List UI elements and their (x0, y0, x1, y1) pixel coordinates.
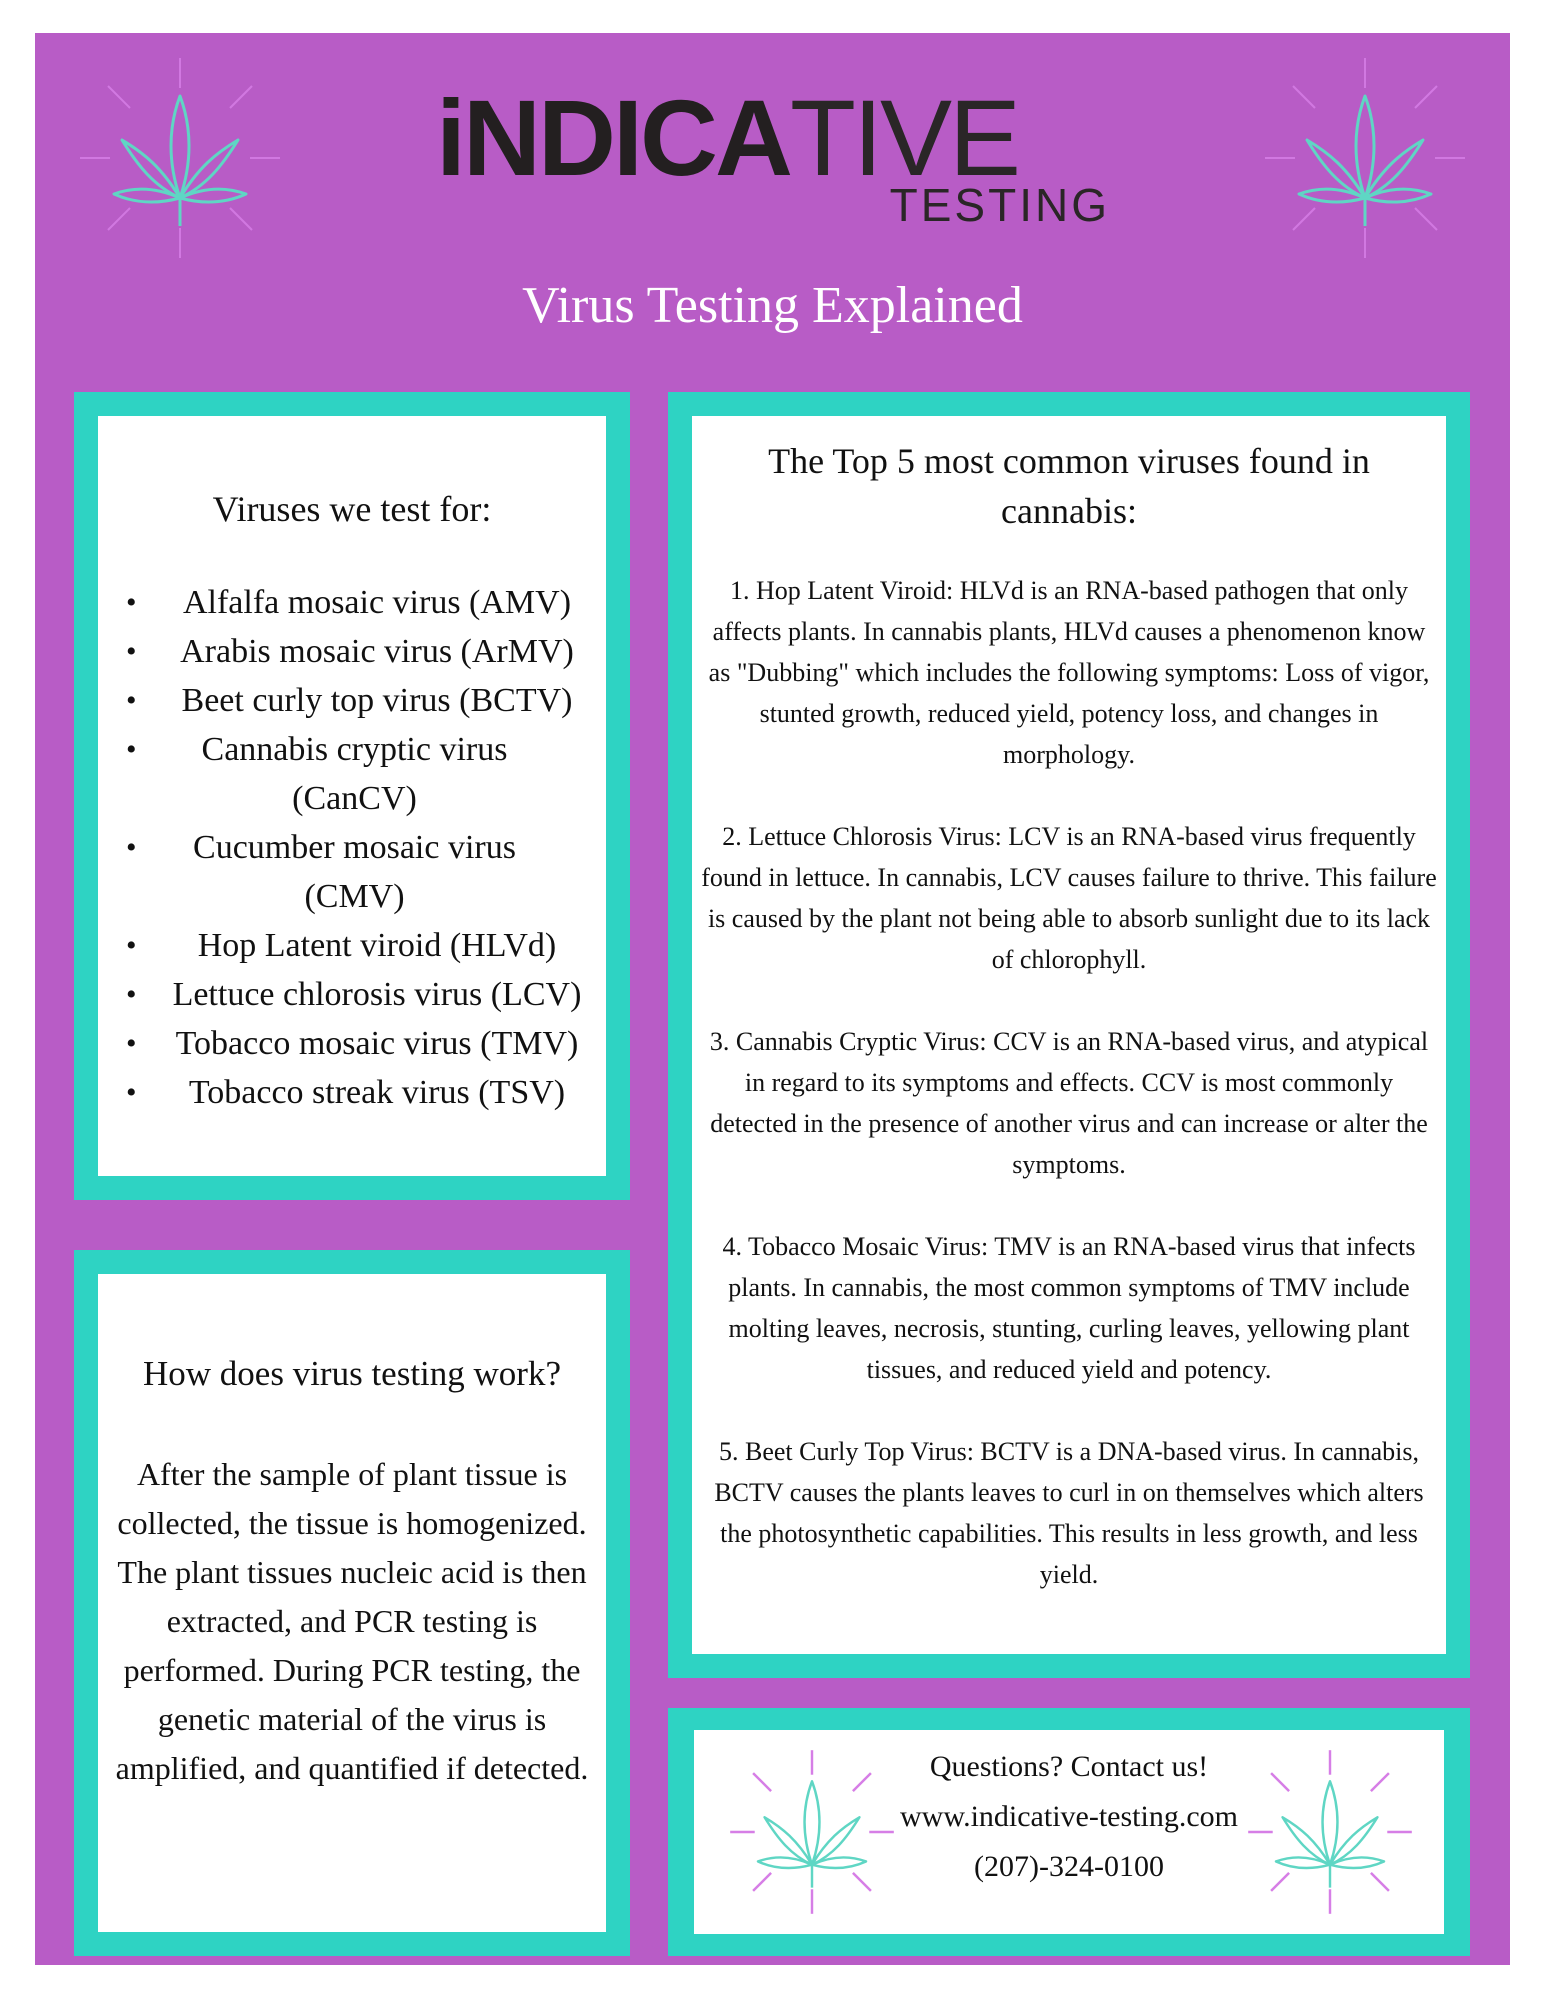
list-item: • Lettuce chlorosis virus (LCV) (126, 976, 582, 1013)
cannabis-leaf-icon (70, 48, 290, 268)
contact-panel (668, 1708, 1470, 1956)
list-item: • Arabis mosaic virus (ArMV) (126, 633, 574, 670)
list-item: • Tobacco mosaic virus (TMV) (126, 1025, 579, 1062)
top-viruses-heading: The Top 5 most common viruses found in cannabis: (768, 441, 1370, 531)
list-item: 2. Lettuce Chlorosis Virus: LCV is an RNA-based virus frequently found in lettuce. In cannabis, LCV causes failure to thrive. This failure is caused by the plant not being able to absorb sunlight due to its lack of chlorophyll. (701, 822, 1437, 974)
phone-number[interactable]: (207)-324-0100 (974, 1850, 1164, 1883)
list-item: 4. Tobacco Mosaic Virus: TMV is an RNA-based virus that infects plants. In cannabis, the most common symptoms of TMV include molting leaves, necrosis, stunting, curling leaves, yellowing plant tissues, and reduced yield and potency. (722, 1232, 1416, 1384)
cannabis-leaf-icon (1255, 48, 1475, 268)
list-item: • Cucumber mosaic virus (CMV) (126, 829, 516, 915)
top-viruses-panel (668, 392, 1470, 1678)
list-item: • Tobacco streak virus (TSV) (126, 1074, 566, 1111)
list-item: • Alfalfa mosaic virus (AMV) (126, 584, 572, 621)
logo-wordmark: iNDICATIVE (436, 77, 1019, 198)
list-item: • Cannabis cryptic virus (CanCV) (126, 731, 508, 817)
page-title: Virus Testing Explained (522, 277, 1023, 334)
how-it-works-heading: How does virus testing work? (142, 1354, 561, 1393)
viruses-list-panel (74, 392, 630, 1200)
top-viruses-list (692, 570, 1446, 1595)
list-item: 1. Hop Latent Viroid: HLVd is an RNA-based pathogen that only affects plants. In cannabis plants, HLVd causes a phenomenon know as "Dubbing" which includes the following symptoms: Loss of vigor, stunted growth, reduced yield, potency loss, and changes in morphology. (708, 576, 1430, 769)
how-it-works-text: After the sample of plant tissue is collected, the tissue is homogenized. The plant tissues nucleic acid is then extracted, and PCR testing is performed. During PCR testing, the genetic material of the virus is amplified, and quantified if detected. (115, 1456, 589, 1786)
list-item: • Beet curly top virus (BCTV) (126, 682, 573, 719)
how-it-works-panel (74, 1250, 630, 1956)
virus-list (98, 578, 606, 1117)
list-item: 5. Beet Curly Top Virus: BCTV is a DNA-based virus. In cannabis, BCTV causes the plants leaves to curl in on themselves which alters the photosynthetic capabilities. This results in less growth, and less yield. (714, 1437, 1424, 1589)
contact-heading: Questions? Contact us! (929, 1750, 1209, 1783)
company-logo (436, 77, 1116, 234)
contact-info (694, 1742, 1444, 1892)
list-item: • Hop Latent viroid (HLVd) (126, 927, 557, 964)
viruses-list-heading: Viruses we test for: (212, 489, 492, 529)
list-item: 3. Cannabis Cryptic Virus: CCV is an RNA-based virus, and atypical in regard to its symptoms and effects. CCV is most commonly detected in the presence of another virus and can increase or alter the symptoms. (709, 1027, 1429, 1179)
website-link[interactable]: www.indicative-testing.com (900, 1800, 1238, 1833)
logo-subtitle: TESTING (889, 179, 1110, 231)
